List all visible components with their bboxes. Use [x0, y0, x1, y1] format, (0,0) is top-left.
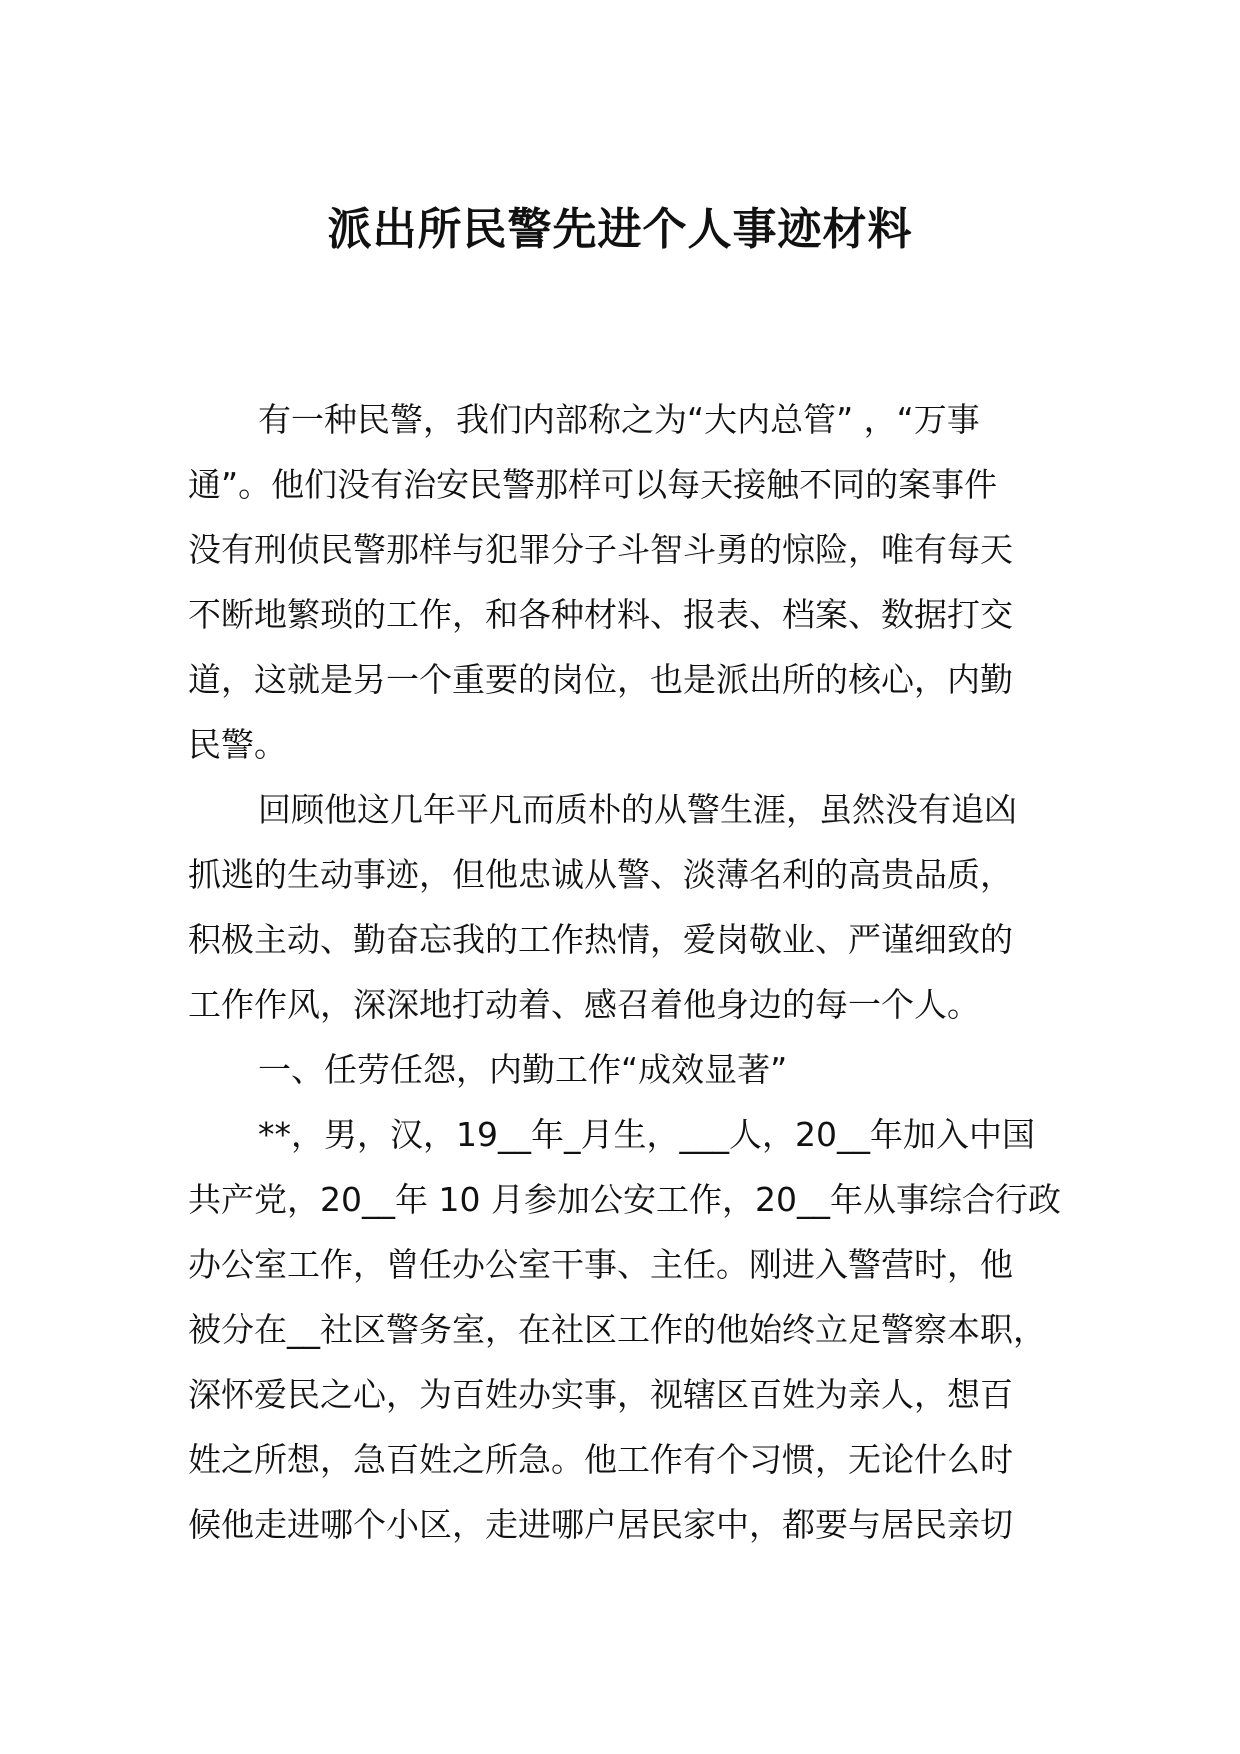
text-line: 道，这就是另一个重要的岗位，也是派出所的核心，内勤	[188, 660, 1013, 699]
text-line: 共产党，20__年 10 月参加公安工作，20__年从事综合行政	[188, 1180, 1061, 1219]
document-title: 派出所民警先进个人事迹材料	[327, 204, 913, 255]
text-line: 工作作风，深深地打动着、感召着他身边的每一个人。	[188, 985, 980, 1024]
text-line: 回顾他这几年平凡而质朴的从警生涯，虽然没有追凶	[258, 790, 1017, 829]
text-line: 办公室工作，曾任办公室干事、主任。刚进入警营时，他	[188, 1245, 1013, 1284]
text-line: 没有刑侦民警那样与犯罪分子斗智斗勇的惊险，唯有每天	[188, 530, 1013, 569]
text-line: 候他走进哪个小区，走进哪户居民家中，都要与居民亲切	[188, 1505, 1013, 1544]
text-line: **，男，汉，19__年_月生，___人，20__年加入中国	[258, 1115, 1035, 1154]
text-line: 通”。他们没有治安民警那样可以每天接触不同的案事件	[188, 465, 998, 504]
text-line: 深怀爱民之心，为百姓办实事，视辖区百姓为亲人，想百	[188, 1375, 1013, 1414]
text-line: 民警。	[188, 725, 287, 764]
text-line: 积极主动、勤奋忘我的工作热情，爱岗敬业、严谨细致的	[188, 920, 1013, 959]
text-line: 有一种民警，我们内部称之为“大内总管” ，“万事	[258, 400, 980, 439]
text-line: 被分在__社区警务室，在社区工作的他始终立足警察本职，	[188, 1310, 1046, 1349]
text-line: 抓逃的生动事迹，但他忠诚从警、淡薄名利的高贵品质，	[188, 855, 1013, 894]
section-heading: 一、任劳任怨，内勤工作“成效显著”	[258, 1050, 788, 1089]
text-line: 姓之所想，急百姓之所急。他工作有个习惯，无论什么时	[188, 1440, 1013, 1479]
document-body	[188, 387, 1068, 1557]
text-line: 不断地繁琐的工作，和各种材料、报表、档案、数据打交	[188, 595, 1013, 634]
